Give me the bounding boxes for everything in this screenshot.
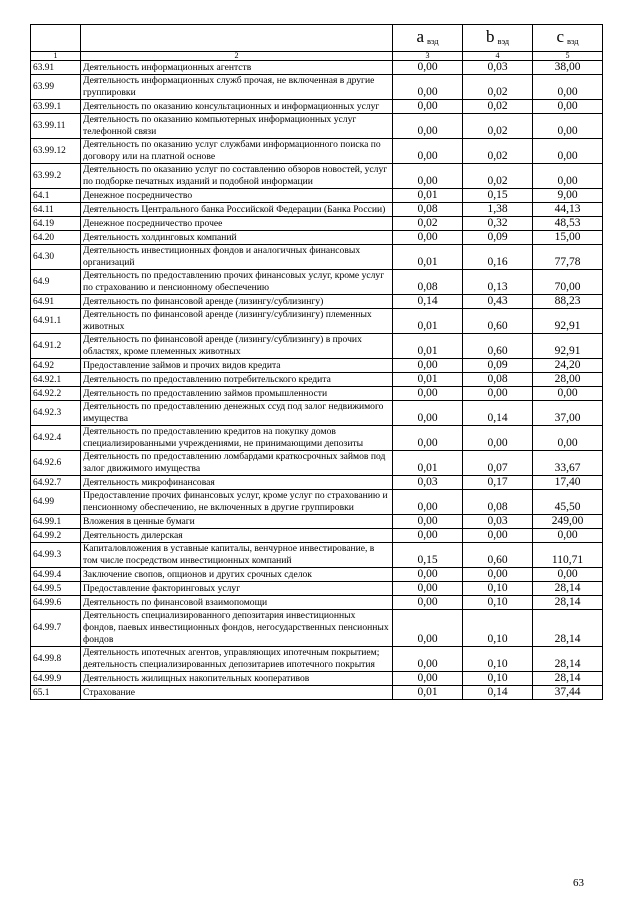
table-row	[31, 217, 603, 231]
header-cell-c	[533, 25, 603, 52]
coefficient-c-cell: 48,53	[533, 217, 603, 231]
coefficient-c-cell: 28,14	[533, 610, 603, 647]
coefficient-b-cell: 0,16	[463, 245, 533, 270]
coefficient-b-cell: 0,43	[463, 295, 533, 309]
coefficient-a-cell: 0,00	[393, 672, 463, 686]
activity-name-cell: Деятельность Центрального банка Российской Федерации (Банка России)	[81, 203, 393, 217]
header-cell-a	[393, 25, 463, 52]
table-row	[31, 596, 603, 610]
coefficient-a-cell: 0,00	[393, 515, 463, 529]
table-row	[31, 309, 603, 334]
table-row	[31, 451, 603, 476]
table-row	[31, 61, 603, 75]
coefficient-c-cell: 44,13	[533, 203, 603, 217]
table-row	[31, 334, 603, 359]
coefficient-c-cell: 110,71	[533, 543, 603, 568]
activity-name-cell: Деятельность ипотечных агентов, управляющих ипотечным покрытием; деятельность специализированных депозитариев ипотечного покрытия	[81, 647, 393, 672]
coefficient-b-cell: 0,09	[463, 359, 533, 373]
coefficient-b-cell: 0,17	[463, 476, 533, 490]
okved-code-cell: 64.99	[31, 490, 81, 515]
header-cell-b	[463, 25, 533, 52]
coefficient-b-cell: 0,00	[463, 529, 533, 543]
table-row	[31, 359, 603, 373]
header-a-subscript: вэд	[427, 36, 439, 46]
okved-code-cell: 64.99.3	[31, 543, 81, 568]
coefficient-c-cell: 17,40	[533, 476, 603, 490]
coefficient-a-cell: 0,08	[393, 270, 463, 295]
table-row	[31, 401, 603, 426]
activity-name-cell: Деятельность по оказанию услуг по составлению обзоров новостей, услуг по подборке печатных изданий и подобной информации	[81, 164, 393, 189]
activity-name-cell: Деятельность дилерская	[81, 529, 393, 543]
table-row	[31, 245, 603, 270]
coefficient-a-cell: 0,02	[393, 217, 463, 231]
column-number: 5	[533, 52, 603, 61]
okved-code-cell: 64.91.1	[31, 309, 81, 334]
coefficient-b-cell: 0,08	[463, 373, 533, 387]
table-row	[31, 672, 603, 686]
coefficient-c-cell: 15,00	[533, 231, 603, 245]
activity-name-cell: Деятельность по финансовой аренде (лизингу/сублизингу)	[81, 295, 393, 309]
column-number-row	[31, 52, 603, 61]
coefficient-c-cell: 9,00	[533, 189, 603, 203]
activity-name-cell: Деятельность по оказанию услуг службами информационного поиска по договору или на платной основе	[81, 139, 393, 164]
okved-code-cell: 64.11	[31, 203, 81, 217]
activity-name-cell: Деятельность по предоставлению кредитов на покупку домов специализированными учреждениями, не принимающими депозиты	[81, 426, 393, 451]
coefficient-b-cell: 0,32	[463, 217, 533, 231]
header-cell-name	[81, 25, 393, 52]
okved-code-cell: 64.92.2	[31, 387, 81, 401]
coefficient-c-cell: 0,00	[533, 75, 603, 100]
coefficient-b-cell: 0,15	[463, 189, 533, 203]
okved-code-cell: 64.92.7	[31, 476, 81, 490]
coefficient-b-cell: 0,10	[463, 596, 533, 610]
okved-code-cell: 64.91.2	[31, 334, 81, 359]
okved-code-cell: 64.99.7	[31, 610, 81, 647]
okved-code-cell: 64.99.9	[31, 672, 81, 686]
coefficient-c-cell: 33,67	[533, 451, 603, 476]
coefficient-c-cell: 0,00	[533, 387, 603, 401]
table-row	[31, 231, 603, 245]
coefficient-a-cell: 0,00	[393, 100, 463, 114]
coefficient-a-cell: 0,00	[393, 387, 463, 401]
table-row	[31, 610, 603, 647]
coefficient-c-cell: 0,00	[533, 529, 603, 543]
coefficient-a-cell: 0,01	[393, 334, 463, 359]
coefficient-a-cell: 0,00	[393, 582, 463, 596]
table-row	[31, 568, 603, 582]
coefficient-b-cell: 0,14	[463, 686, 533, 700]
coefficient-a-cell: 0,00	[393, 529, 463, 543]
coefficient-a-cell: 0,01	[393, 309, 463, 334]
coefficient-table	[30, 24, 603, 700]
coefficient-b-cell: 0,60	[463, 309, 533, 334]
coefficient-b-cell: 0,10	[463, 672, 533, 686]
coefficient-c-cell: 92,91	[533, 309, 603, 334]
coefficient-b-cell: 0,02	[463, 164, 533, 189]
coefficient-a-cell: 0,00	[393, 401, 463, 426]
okved-code-cell: 64.92.1	[31, 373, 81, 387]
activity-name-cell: Деятельность информационных агентств	[81, 61, 393, 75]
coefficient-b-cell: 0,10	[463, 582, 533, 596]
activity-name-cell: Деятельность по предоставлению ломбардами краткосрочных займов под залог движимого имущества	[81, 451, 393, 476]
table-row	[31, 100, 603, 114]
coefficient-c-cell: 37,44	[533, 686, 603, 700]
coefficient-b-cell: 0,09	[463, 231, 533, 245]
okved-code-cell: 64.99.4	[31, 568, 81, 582]
coefficient-b-cell: 0,00	[463, 387, 533, 401]
column-number: 3	[393, 52, 463, 61]
coefficient-c-cell: 0,00	[533, 164, 603, 189]
table-row	[31, 270, 603, 295]
table-row	[31, 529, 603, 543]
okved-code-cell: 63.99	[31, 75, 81, 100]
coefficient-c-cell: 24,20	[533, 359, 603, 373]
coefficient-c-cell: 249,00	[533, 515, 603, 529]
okved-code-cell: 64.99.8	[31, 647, 81, 672]
coefficient-b-cell: 0,60	[463, 543, 533, 568]
coefficient-a-cell: 0,00	[393, 568, 463, 582]
column-number: 4	[463, 52, 533, 61]
coefficient-a-cell: 0,01	[393, 686, 463, 700]
table-row	[31, 426, 603, 451]
coefficient-b-cell: 0,08	[463, 490, 533, 515]
table-row	[31, 139, 603, 164]
coefficient-a-cell: 0,14	[393, 295, 463, 309]
activity-name-cell: Деятельность информационных служб прочая, не включенная в другие группировки	[81, 75, 393, 100]
coefficient-b-cell: 0,03	[463, 61, 533, 75]
coefficient-a-cell: 0,00	[393, 647, 463, 672]
table-row	[31, 189, 603, 203]
okved-code-cell: 64.91	[31, 295, 81, 309]
header-b-letter: b	[485, 27, 495, 46]
column-number: 1	[31, 52, 81, 61]
coefficient-a-cell: 0,08	[393, 203, 463, 217]
activity-name-cell: Страхование	[81, 686, 393, 700]
okved-code-cell: 63.91	[31, 61, 81, 75]
okved-code-cell: 63.99.12	[31, 139, 81, 164]
activity-name-cell: Деятельность микрофинансовая	[81, 476, 393, 490]
column-number: 2	[81, 52, 393, 61]
table-row	[31, 647, 603, 672]
header-cell-code	[31, 25, 81, 52]
table-row	[31, 203, 603, 217]
coefficient-c-cell: 28,00	[533, 373, 603, 387]
coefficient-a-cell: 0,01	[393, 189, 463, 203]
activity-name-cell: Деятельность холдинговых компаний	[81, 231, 393, 245]
activity-name-cell: Деятельность по финансовой взаимопомощи	[81, 596, 393, 610]
activity-name-cell: Деятельность по предоставлению потребительского кредита	[81, 373, 393, 387]
coefficient-a-cell: 0,01	[393, 373, 463, 387]
coefficient-a-cell: 0,00	[393, 139, 463, 164]
coefficient-a-cell: 0,00	[393, 490, 463, 515]
activity-name-cell: Деятельность по предоставлению займов промышленности	[81, 387, 393, 401]
table-row	[31, 373, 603, 387]
coefficient-c-cell: 28,14	[533, 647, 603, 672]
coefficient-a-cell: 0,03	[393, 476, 463, 490]
table-row	[31, 114, 603, 139]
coefficient-a-cell: 0,00	[393, 61, 463, 75]
coefficient-c-cell: 88,23	[533, 295, 603, 309]
activity-name-cell: Вложения в ценные бумаги	[81, 515, 393, 529]
okved-code-cell: 64.99.1	[31, 515, 81, 529]
table-row	[31, 75, 603, 100]
okved-code-cell: 64.92.6	[31, 451, 81, 476]
okved-code-cell: 63.99.1	[31, 100, 81, 114]
activity-name-cell: Деятельность жилищных накопительных кооперативов	[81, 672, 393, 686]
coefficient-a-cell: 0,00	[393, 610, 463, 647]
table-row	[31, 515, 603, 529]
coefficient-c-cell: 0,00	[533, 426, 603, 451]
okved-code-cell: 64.19	[31, 217, 81, 231]
okved-code-cell: 64.92.3	[31, 401, 81, 426]
activity-name-cell: Деятельность по финансовой аренде (лизингу/сублизингу) племенных животных	[81, 309, 393, 334]
header-c-letter: c	[556, 27, 564, 46]
activity-name-cell: Денежное посредничество прочее	[81, 217, 393, 231]
coefficient-c-cell: 92,91	[533, 334, 603, 359]
coefficient-a-cell: 0,15	[393, 543, 463, 568]
coefficient-c-cell: 77,78	[533, 245, 603, 270]
activity-name-cell: Капиталовложения в уставные капиталы, венчурное инвестирование, в том числе посредством инвестиционных компаний	[81, 543, 393, 568]
activity-name-cell: Деятельность по финансовой аренде (лизингу/сублизингу) в прочих областях, кроме племенных животных	[81, 334, 393, 359]
okved-code-cell: 64.30	[31, 245, 81, 270]
coefficient-b-cell: 1,38	[463, 203, 533, 217]
table-row	[31, 164, 603, 189]
coefficient-b-cell: 0,02	[463, 114, 533, 139]
coefficient-b-cell: 0,10	[463, 647, 533, 672]
coefficient-c-cell: 70,00	[533, 270, 603, 295]
coefficient-b-cell: 0,02	[463, 100, 533, 114]
coefficient-c-cell: 0,00	[533, 139, 603, 164]
coefficient-a-cell: 0,01	[393, 245, 463, 270]
okved-code-cell: 64.20	[31, 231, 81, 245]
okved-code-cell: 65.1	[31, 686, 81, 700]
coefficient-c-cell: 0,00	[533, 100, 603, 114]
header-b-subscript: вэд	[497, 36, 510, 46]
coefficient-b-cell: 0,02	[463, 139, 533, 164]
table-row	[31, 295, 603, 309]
header-row	[31, 25, 603, 52]
coefficient-c-cell: 37,00	[533, 401, 603, 426]
table-row	[31, 476, 603, 490]
coefficient-b-cell: 0,60	[463, 334, 533, 359]
activity-name-cell: Заключение свопов, опционов и других срочных сделок	[81, 568, 393, 582]
coefficient-c-cell: 45,50	[533, 490, 603, 515]
okved-code-cell: 64.9	[31, 270, 81, 295]
okved-code-cell: 64.92	[31, 359, 81, 373]
table-row	[31, 543, 603, 568]
coefficient-b-cell: 0,10	[463, 610, 533, 647]
activity-name-cell: Предоставление займов и прочих видов кредита	[81, 359, 393, 373]
okved-code-cell: 64.92.4	[31, 426, 81, 451]
okved-code-cell: 64.99.5	[31, 582, 81, 596]
activity-name-cell: Денежное посредничество	[81, 189, 393, 203]
coefficient-b-cell: 0,00	[463, 568, 533, 582]
coefficient-a-cell: 0,00	[393, 596, 463, 610]
coefficient-b-cell: 0,14	[463, 401, 533, 426]
coefficient-c-cell: 38,00	[533, 61, 603, 75]
coefficient-c-cell: 28,14	[533, 596, 603, 610]
table-row	[31, 582, 603, 596]
okved-code-cell: 63.99.2	[31, 164, 81, 189]
coefficient-c-cell: 0,00	[533, 114, 603, 139]
coefficient-b-cell: 0,13	[463, 270, 533, 295]
table-row	[31, 387, 603, 401]
page-number: 63	[573, 877, 584, 889]
coefficient-b-cell: 0,03	[463, 515, 533, 529]
activity-name-cell: Предоставление факторинговых услуг	[81, 582, 393, 596]
table-row	[31, 490, 603, 515]
okved-code-cell: 63.99.11	[31, 114, 81, 139]
coefficient-a-cell: 0,00	[393, 359, 463, 373]
header-c-subscript: вэд	[567, 36, 579, 46]
coefficient-c-cell: 28,14	[533, 582, 603, 596]
activity-name-cell: Деятельность по предоставлению прочих финансовых услуг, кроме услуг по страхованию и пенсионному обеспечению	[81, 270, 393, 295]
coefficient-a-cell: 0,00	[393, 164, 463, 189]
coefficient-table-container	[30, 24, 602, 700]
activity-name-cell: Деятельность по оказанию консультационных и информационных услуг	[81, 100, 393, 114]
coefficient-c-cell: 0,00	[533, 568, 603, 582]
okved-code-cell: 64.1	[31, 189, 81, 203]
activity-name-cell: Деятельность по оказанию компьютерных информационных услуг телефонной связи	[81, 114, 393, 139]
activity-name-cell: Предоставление прочих финансовых услуг, кроме услуг по страхованию и пенсионному обеспечению, не включенных в другие группировки	[81, 490, 393, 515]
coefficient-a-cell: 0,00	[393, 231, 463, 245]
activity-name-cell: Деятельность по предоставлению денежных ссуд под залог недвижимого имущества	[81, 401, 393, 426]
coefficient-c-cell: 28,14	[533, 672, 603, 686]
coefficient-a-cell: 0,00	[393, 114, 463, 139]
coefficient-a-cell: 0,00	[393, 75, 463, 100]
table-row	[31, 686, 603, 700]
coefficient-b-cell: 0,00	[463, 426, 533, 451]
okved-code-cell: 64.99.6	[31, 596, 81, 610]
activity-name-cell: Деятельность инвестиционных фондов и аналогичных финансовых организаций	[81, 245, 393, 270]
coefficient-a-cell: 0,01	[393, 451, 463, 476]
coefficient-b-cell: 0,02	[463, 75, 533, 100]
okved-code-cell: 64.99.2	[31, 529, 81, 543]
activity-name-cell: Деятельность специализированного депозитария инвестиционных фондов, паевых инвестиционных фондов, негосударственных пенсионных фондов	[81, 610, 393, 647]
header-a-letter: a	[416, 27, 424, 46]
coefficient-a-cell: 0,00	[393, 426, 463, 451]
coefficient-b-cell: 0,07	[463, 451, 533, 476]
